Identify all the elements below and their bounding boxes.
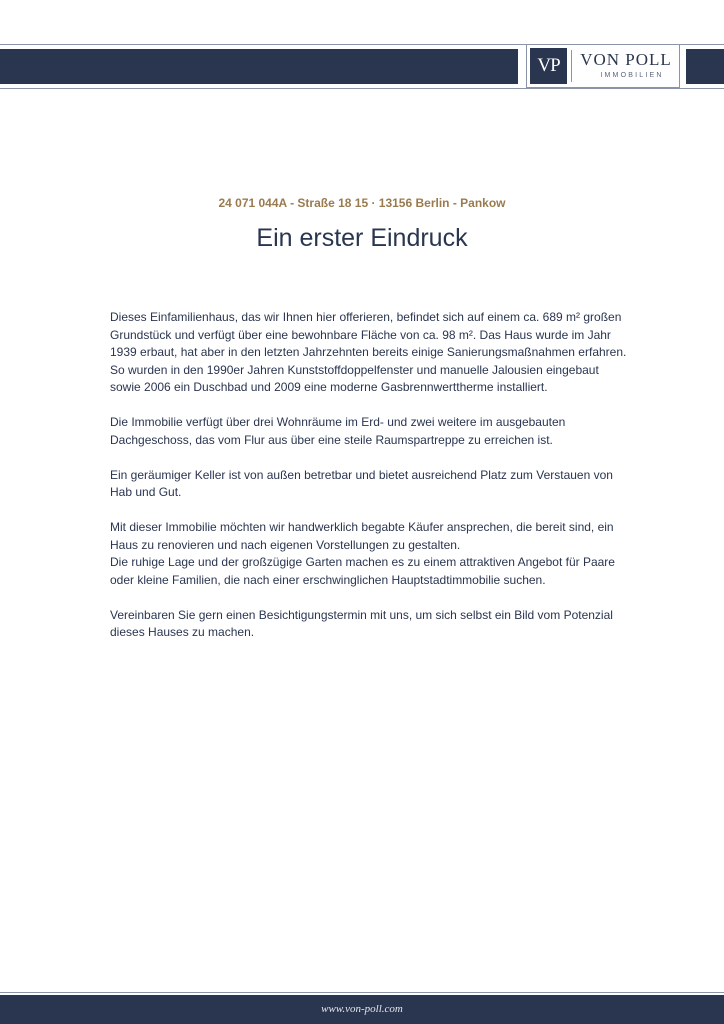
logo-subtitle: IMMOBILIEN [600, 72, 664, 79]
paragraph-target-buyers: Mit dieser Immobilie möchten wir handwerklich begabte Käufer ansprechen, die bereit sind, ein Haus zu renovieren und nach eigenen Vorstellungen zu gestalten. [110, 520, 614, 552]
footer-bar [0, 995, 724, 1024]
logo-mark: VP [530, 48, 567, 84]
header-bottom-line [0, 88, 724, 89]
header-band-right [686, 49, 724, 84]
paragraph-intro: Dieses Einfamilienhaus, das wir Ihnen hier offerieren, befindet sich auf einem ca. 689 m² großen Grundstück und verfügt über eine bewohnbare Fläche von ca. 98 m². Das Haus wurde im Jahr 1939 erbaut, hat aber in den letzten Jahrzehnten bereits einige Sanierungsmaßnahmen erfahren. So wurden in den 1990er Jahren Kunststoffdoppelfenster und manuelle Jalousien eingebaut sowie 2006 ein Duschbad und 2009 eine moderne Gasbrennwerttherme installiert. [110, 310, 627, 394]
property-address: 24 071 044A - Straße 18 15 · 13156 Berlin - Pankow [218, 196, 506, 210]
footer-line [0, 992, 724, 993]
paragraph-cellar: Ein geräumiger Keller ist von außen betretbar und bietet ausreichend Platz zum Verstauen von Hab und Gut. [110, 467, 613, 499]
brand-logo[interactable] [526, 44, 680, 88]
paragraph-call-to-action: Vereinbaren Sie gern einen Besichtigungstermin mit uns, um sich selbst ein Bild vom Potenzial dieses Hauses zu machen. [110, 607, 613, 639]
header-band [0, 49, 518, 84]
paragraph-rooms: Die Immobilie verfügt über drei Wohnräume im Erd- und zwei weitere im ausgebauten Dachgeschoss, das vom Flur aus über eine steile Raumspartreppe zu erreichen ist. [110, 415, 566, 447]
logo-divider [571, 50, 572, 82]
logo-name: VON POLL [580, 50, 672, 69]
page-title: Ein erster Eindruck [256, 224, 468, 252]
description-body [110, 309, 630, 659]
footer-website-link[interactable]: www.von-poll.com [321, 1003, 403, 1015]
paragraph-location: Die ruhige Lage und der großzügige Garten machen es zu einem attraktiven Angebot für Paare oder kleine Familien, die nach einer erschwinglichen Hauptstadtimmobilie suchen. [110, 555, 615, 587]
